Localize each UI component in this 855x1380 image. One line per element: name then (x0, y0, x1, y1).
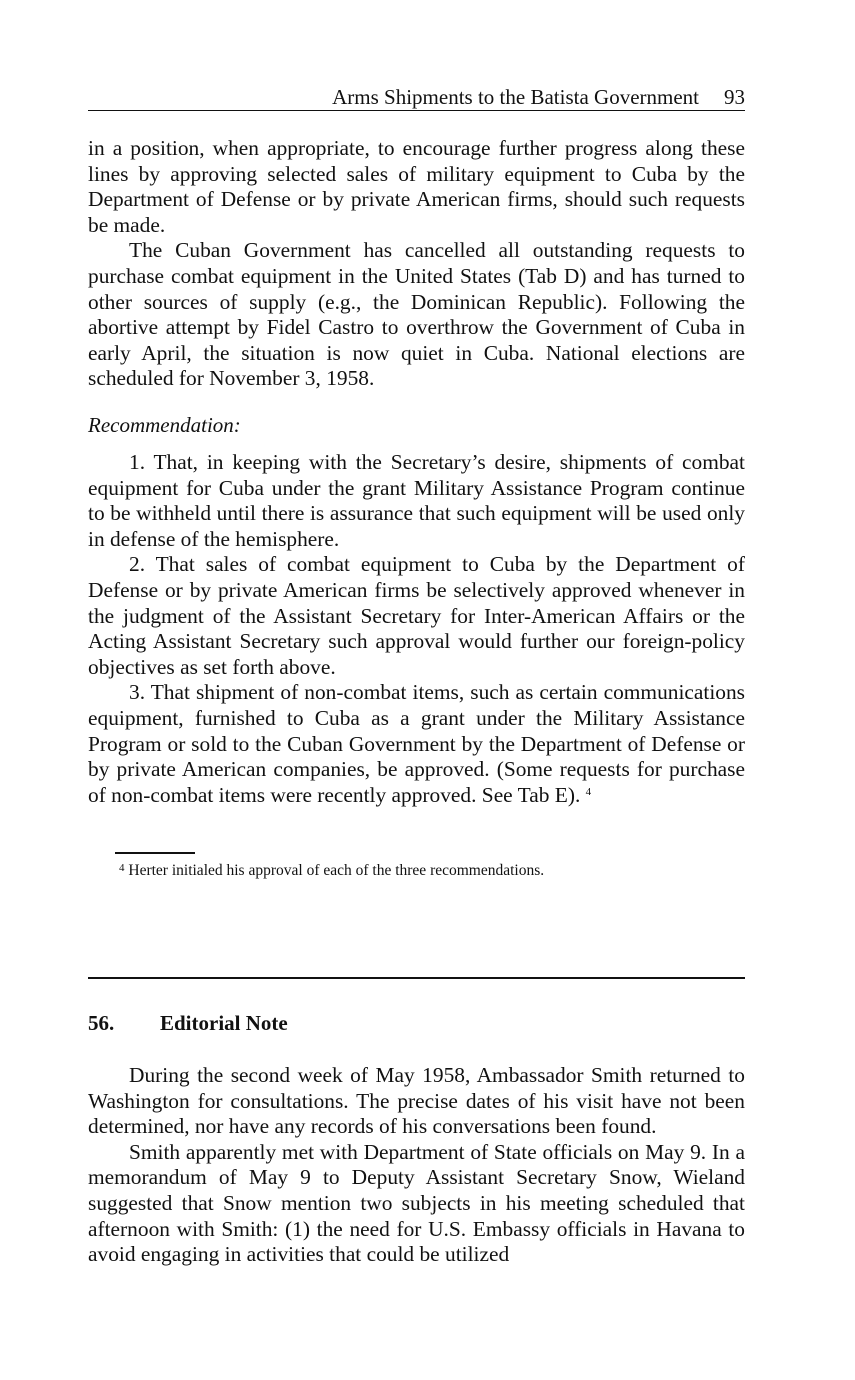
section-divider (88, 977, 745, 979)
paragraph-ambassador-smith: During the second week of May 1958, Ambassador Smith returned to Washington for consultations. The precise dates of his visit have not been determined, nor have any records of his conversations been found. (88, 1063, 745, 1139)
running-head (88, 84, 745, 111)
running-head-title: Arms Shipments to the Batista Government (332, 85, 699, 109)
recommendation-3 (88, 680, 745, 808)
footnote-rule (115, 852, 195, 854)
recommendation-2: 2. That sales of combat equipment to Cuba by the Department of Defense or by private American firms be selectively approved whenever in the judgment of the Assistant Secretary for Inter-American Affairs or the Acting Assistant Secretary such approval would further our foreign-policy objectives as set forth above. (88, 552, 745, 679)
recommendations-list (88, 450, 745, 808)
paragraph-may-9-meeting: Smith apparently met with Department of State officials on May 9. In a memorandum of May 9 to Deputy Assistant Secretary Snow, Wieland suggested that Snow mention two subjects in his meeting scheduled that afternoon with Smith: (1) the need for U.S. Embassy officials in Havana to avoid engaging in activities that could be utilized (88, 1139, 745, 1267)
recommendation-1: 1. That, in keeping with the Secretary’s desire, shipments of combat equipment for Cuba under the grant Military Assistance Program continue to be withheld until there is assurance that such equipment will be used only in defense of the hemisphere. (88, 450, 745, 551)
recommendation-heading: Recommendation: (88, 413, 241, 437)
paragraph-continuation: in a position, when appropriate, to encourage further progress along these lines by approving selected sales of military equipment to Cuba by the Department of Defense or by private American firms, should such requests be made. (88, 136, 745, 237)
section-heading (88, 1010, 288, 1036)
footnote-reference: 4 (585, 785, 592, 798)
paragraph-cuban-government: The Cuban Government has cancelled all outstanding requests to purchase combat equipment in the United States (Tab D) and has turned to other sources of supply (e.g., the Dominican Republic). Following the abortive attempt by Fidel Castro to overthrow the Government of Cuba in early April, the situation is now quiet in Cuba. National elections are scheduled for November 3, 1958. (88, 238, 745, 391)
section-body (88, 1063, 745, 1268)
footnote (119, 861, 544, 881)
footnote-marker: 4 (119, 862, 125, 874)
page-number: 93 (724, 85, 745, 109)
footnote-text: Herter initialed his approval of each of the three recommendations. (128, 862, 545, 879)
section-number: 56. (88, 1011, 115, 1035)
section-title: Editorial Note (160, 1011, 288, 1035)
recommendation-3-text: 3. That shipment of non-combat items, such as certain communications equipment, furnished to Cuba as a grant under the Military Assistance Program or sold to the Cuban Government by the Department of Defense or by private American companies, be approved. (Some requests for purchase of non-combat items were recently approved. See Tab E). (88, 680, 745, 807)
body-block-1 (88, 136, 745, 392)
